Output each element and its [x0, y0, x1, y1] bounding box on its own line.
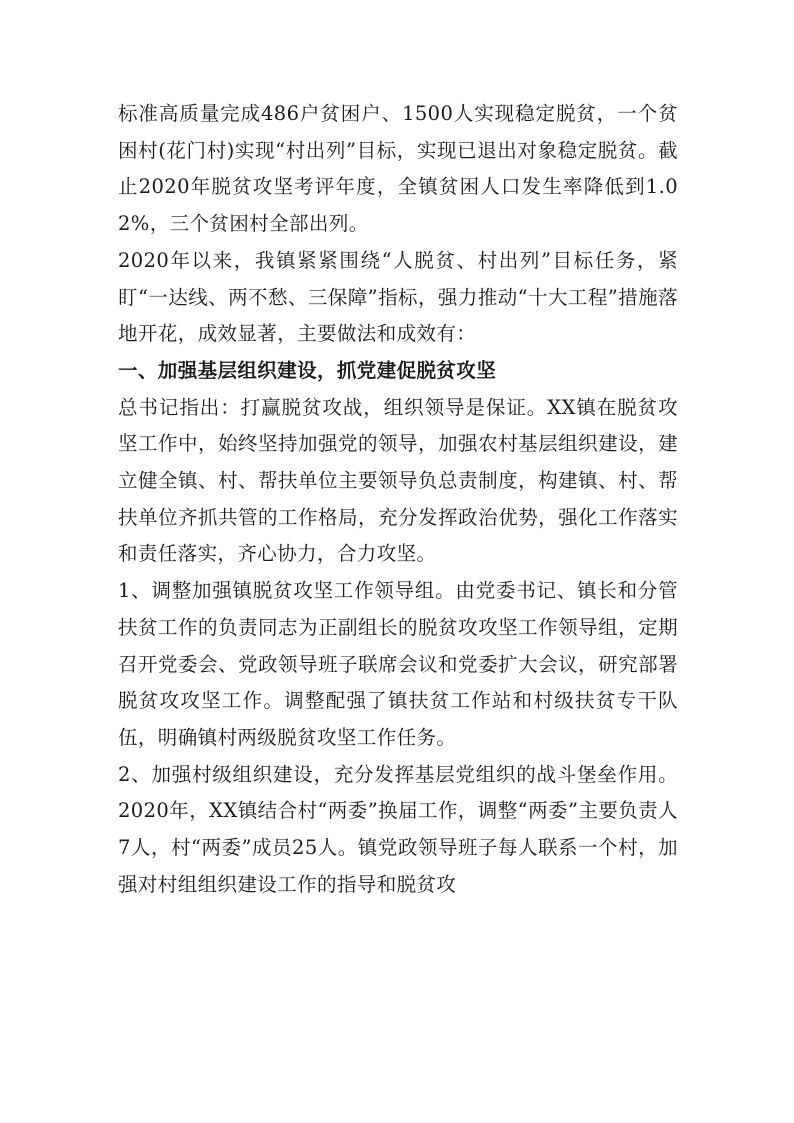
paragraph-item-2-village-organization: 2、加强村级组织建设，充分发挥基层党组织的战斗堡垒作用。2020年，XX镇结合村“两委”换届工作，调整“两委”主要负责人7人，村“两委”成员25人。镇党政领导班子每人联系一个村，加强对村组组织建设工作的指导和脱贫攻	[118, 762, 678, 896]
paragraph-item-1-leading-group: 1、调整加强镇脱贫攻坚工作领导组。由党委书记、镇长和分管扶贫工作的负责同志为正副组长的脱贫攻攻坚工作领导组，定期召开党委会、党政领导班子联席会议和党委扩大会议，研究部署脱贫攻攻坚工作。调整配强了镇扶贫工作站和村级扶贫专干队伍，明确镇村两级脱贫攻坚工作任务。	[118, 579, 678, 749]
paragraph-main-approach: 2020年以来，我镇紧紧围绕“人脱贫、村出列”目标任务，紧盯“一达线、两不愁、三保障”指标，强力推动“十大工程”措施落地开花，成效显著，主要做法和成效有：	[118, 248, 678, 346]
paragraph-organization-leadership: 总书记指出：打赢脱贫攻战，组织领导是保证。XX镇在脱贫攻坚工作中，始终坚持加强党的领导，加强农村基层组织建设，建立健全镇、村、帮扶单位主要领导负总责制度，构建镇、村、帮扶单位齐抓共管的工作格局，充分发挥政治优势，强化工作落实和责任落实，齐心协力，合力攻坚。	[118, 395, 678, 566]
paragraph-results-summary: 标准高质量完成486户贫困户、1500人实现稳定脱贫，一个贫困村(花门村)实现“村出列”目标，实现已退出对象稳定脱贫。截止2020年脱贫攻坚考评年度，全镇贫困人口发生率降低到1.02%，三个贫困村全部出列。	[118, 102, 678, 236]
section-heading-party-building: 一、加强基层组织建设，抓党建促脱贫攻坚	[118, 358, 497, 382]
document-body	[118, 96, 678, 903]
